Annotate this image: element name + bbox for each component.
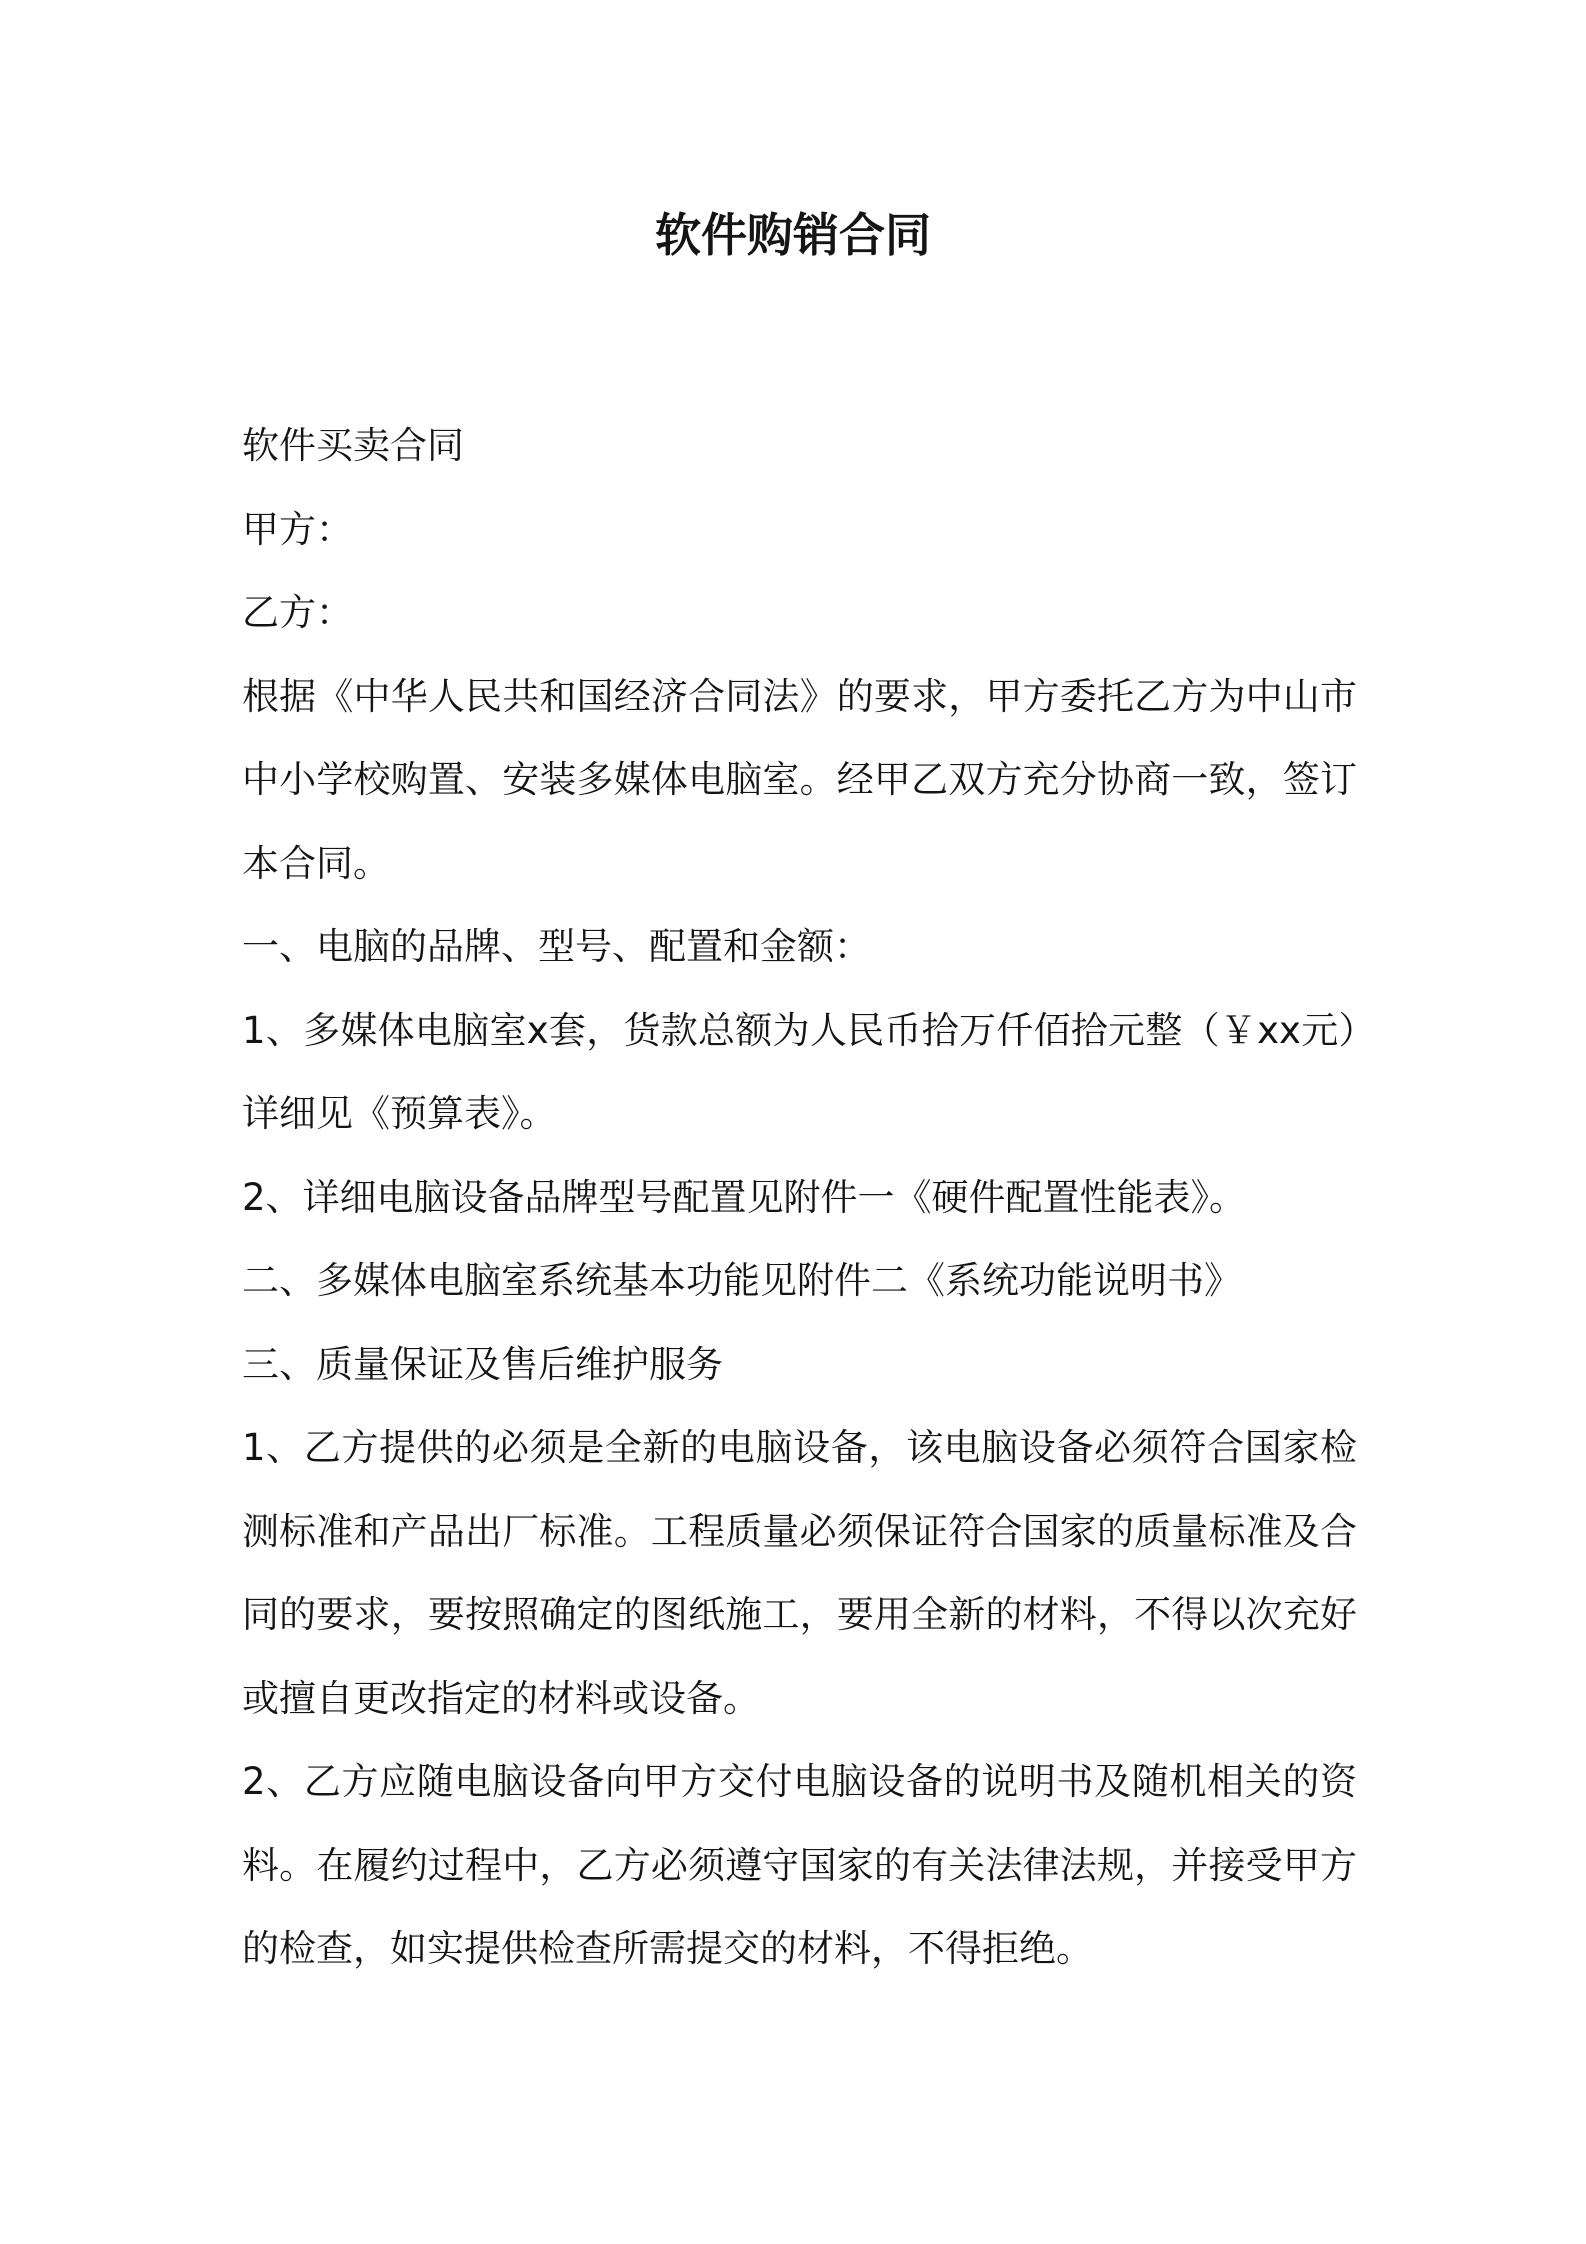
subtitle-line: 软件买卖合同 (242, 424, 464, 467)
clause-1-2: 2、详细电脑设备品牌型号配置见附件一《硬件配置性能表》。 (242, 1175, 1247, 1219)
clause-3-2: 2、乙方应随电脑设备向甲方交付电脑设备的说明书及随机相关的资料。在履约过程中，乙方必须遵守国家的有关法律法规，并接受甲方的检查，如实提供检查所需提交的材料，不得拒绝。 (242, 1760, 1357, 1970)
party-a-line: 甲方： (242, 507, 353, 551)
document-body (242, 404, 1357, 1991)
document-title: 软件购销合同 (655, 208, 931, 262)
section-heading-3: 三、质量保证及售后维护服务 (242, 1342, 723, 1386)
section-heading-2: 二、多媒体电脑室系统基本功能见附件二《系统功能说明书》 (242, 1259, 1241, 1302)
preamble-paragraph: 根据《中华人民共和国经济合同法》的要求，甲方委托乙方为中山市中小学校购置、安装多媒体电脑室。经甲乙双方充分协商一致，签订本合同。 (242, 674, 1357, 885)
section-heading-1: 一、电脑的品牌、型号、配置和金额： (242, 925, 871, 968)
party-b-line: 乙方： (242, 591, 353, 634)
clause-1-1: 1、多媒体电脑室x套，货款总额为人民币拾万仟佰拾元整（￥xx元）详细见《预算表》。 (242, 1008, 1357, 1135)
clause-3-1: 1、乙方提供的必须是全新的电脑设备，该电脑设备必须符合国家检测标准和产品出厂标准。工程质量必须保证符合国家的质量标准及合同的要求，要按照确定的图纸施工，要用全新的材料，不得以次充好或擅自更改指定的材料或设备。 (242, 1426, 1357, 1720)
